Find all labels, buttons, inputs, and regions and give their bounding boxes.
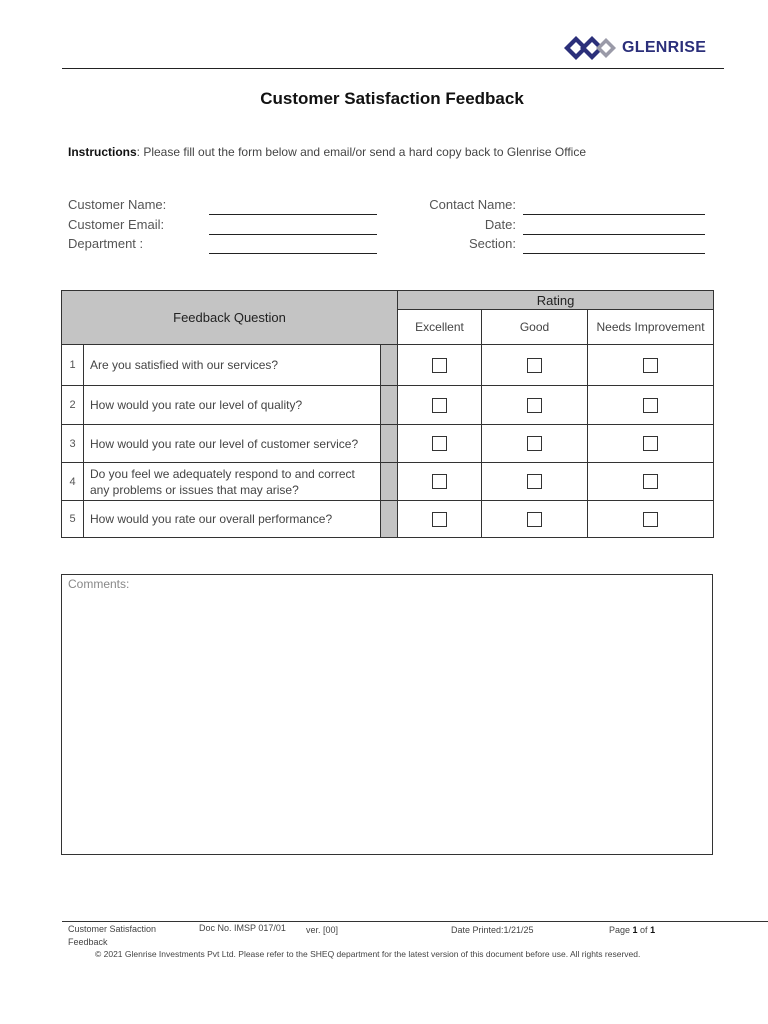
page-mid: of xyxy=(637,925,651,935)
spacer-cell xyxy=(381,386,398,425)
checkbox-excellent[interactable] xyxy=(432,474,447,489)
instructions-label: Instructions xyxy=(68,145,137,159)
checkbox-excellent[interactable] xyxy=(432,358,447,373)
diamond-logo-icon xyxy=(562,33,620,63)
page-prefix: Page xyxy=(609,925,633,935)
table-row xyxy=(62,345,714,386)
row-number: 4 xyxy=(62,463,84,501)
logo-text: GLENRISE xyxy=(622,39,707,56)
checkbox-excellent[interactable] xyxy=(432,512,447,527)
checkbox-needs-improvement[interactable] xyxy=(643,474,658,489)
customer-email-label: Customer Email: xyxy=(68,217,165,232)
checkbox-good[interactable] xyxy=(527,398,542,413)
footer-doc-number: Doc No. IMSP 017/01 xyxy=(199,923,286,933)
customer-email-field[interactable] xyxy=(209,234,377,235)
rating-header: Rating xyxy=(398,291,714,310)
company-logo xyxy=(562,30,714,66)
column-excellent: Excellent xyxy=(398,310,482,345)
date-field[interactable] xyxy=(523,234,705,235)
contact-name-label: Contact Name: xyxy=(429,197,516,212)
checkbox-needs-improvement[interactable] xyxy=(643,436,658,451)
footer-version: ver. [00] xyxy=(306,925,339,935)
table-row xyxy=(62,501,714,538)
spacer-cell xyxy=(381,345,398,386)
footer-page-number xyxy=(609,925,655,935)
question-text: How would you rate our overall performance? xyxy=(84,501,381,538)
checkbox-needs-improvement[interactable] xyxy=(643,398,658,413)
checkbox-excellent[interactable] xyxy=(432,436,447,451)
table-row xyxy=(62,386,714,425)
checkbox-good[interactable] xyxy=(527,512,542,527)
feedback-question-header: Feedback Question xyxy=(62,291,398,345)
table-row xyxy=(62,463,714,501)
question-text: Are you satisfied with our services? xyxy=(84,345,381,386)
comments-label: Comments: xyxy=(68,577,130,591)
checkbox-needs-improvement[interactable] xyxy=(643,512,658,527)
date-label: Date: xyxy=(484,217,516,232)
department-label: Department : xyxy=(68,236,144,251)
spacer-cell xyxy=(381,463,398,501)
instructions xyxy=(68,145,586,159)
page-title: Customer Satisfaction Feedback xyxy=(260,89,524,108)
footer-copyright: © 2021 Glenrise Investments Pvt Ltd. Please refer to the SHEQ department for the latest version of this document before use. All rights reserved. xyxy=(95,949,641,959)
checkbox-good[interactable] xyxy=(527,436,542,451)
footer-divider xyxy=(62,921,768,922)
footer-date-printed: Date Printed:1/21/25 xyxy=(451,925,534,935)
spacer-cell xyxy=(381,501,398,538)
feedback-table xyxy=(61,290,713,539)
spacer-cell xyxy=(381,425,398,463)
header-divider xyxy=(62,68,724,69)
page-current: 1 xyxy=(632,925,638,935)
page-total: 1 xyxy=(650,925,656,935)
customer-name-field[interactable] xyxy=(209,214,377,215)
department-field[interactable] xyxy=(209,253,377,254)
footer-doc-title: Customer Satisfaction Feedback xyxy=(68,924,157,947)
row-number: 2 xyxy=(62,386,84,425)
checkbox-needs-improvement[interactable] xyxy=(643,358,658,373)
section-label: Section: xyxy=(469,236,516,251)
checkbox-good[interactable] xyxy=(527,474,542,489)
row-number: 3 xyxy=(62,425,84,463)
instructions-text: : Please fill out the form below and email/or send a hard copy back to Glenrise Office xyxy=(136,145,587,159)
customer-name-label: Customer Name: xyxy=(68,197,167,212)
row-number: 1 xyxy=(62,345,84,386)
column-needs-improvement: Needs Improvement xyxy=(588,310,714,345)
question-text: How would you rate our level of customer service? xyxy=(84,425,381,463)
comments-box[interactable] xyxy=(61,574,713,855)
table-row xyxy=(62,425,714,463)
section-field[interactable] xyxy=(523,253,705,254)
contact-name-field[interactable] xyxy=(523,214,705,215)
question-text: Do you feel we adequately respond to and correct any problems or issues that may arise? xyxy=(84,463,381,501)
question-text: How would you rate our level of quality? xyxy=(84,386,381,425)
column-good: Good xyxy=(482,310,588,345)
row-number: 5 xyxy=(62,501,84,538)
checkbox-good[interactable] xyxy=(527,358,542,373)
checkbox-excellent[interactable] xyxy=(432,398,447,413)
